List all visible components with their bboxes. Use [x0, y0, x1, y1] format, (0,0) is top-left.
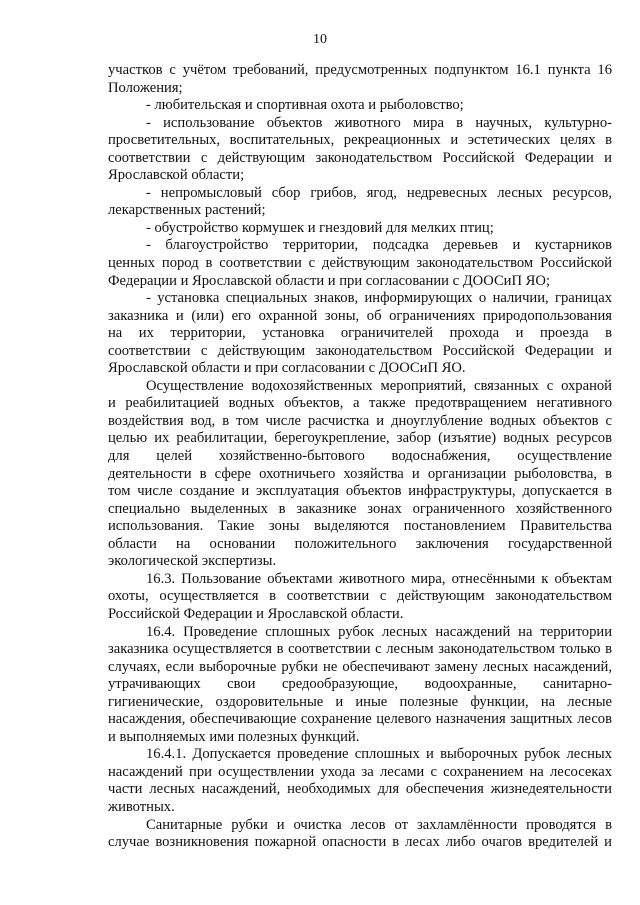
text-line: лекарственных растений; — [108, 202, 266, 219]
text-line: Российской Федерации и Ярославской области. — [108, 605, 404, 622]
text-line: - непромысловый сбор грибов, ягод, недревесных лесных ресурсов, — [146, 184, 612, 201]
text-line: просветительных, воспитательных, рекреационных и эстетических целях в — [108, 132, 612, 149]
text-line: заказника и (или) его охранной зоны, об ограничениях природопользования — [108, 307, 612, 324]
text-line: целью их реабилитации, берегоукрепление, забор (изъятие) водных ресурсов — [108, 430, 612, 447]
text-line: для целей хозяйственно-бытового водоснабжения, осуществление — [108, 448, 612, 465]
text-line: насаждений при осуществлении ухода за лесами с сохранением на лесосеках — [108, 763, 612, 780]
text-line: 16.3. Пользование объектами животного мира, отнесёнными к объектам — [146, 570, 612, 587]
text-line: Федерации и Ярославской области и при согласовании с ДООСиП ЯО; — [108, 272, 551, 289]
text-line: экологической экспертизы. — [108, 553, 277, 570]
text-line: заказника осуществляется в соответствии с лесным законодательством только в — [108, 641, 612, 658]
text-line: части лесных насаждений, необходимых для обеспечения жизнедеятельности — [108, 781, 612, 798]
text-line: - установка специальных знаков, информирующих о наличии, границах — [146, 290, 612, 307]
text-line: случаях, если выборочные рубки не обеспечивают замену лесных насаждений, — [108, 658, 612, 675]
text-line: и реабилитацией водных объектов, а также предотвращением негативного — [108, 395, 612, 412]
document-body — [108, 62, 612, 852]
text-line: том числе создание и эксплуатация объектов инфраструктуры, допускается в — [108, 483, 612, 500]
text-line: ценных пород в соответствии с действующим законодательством Российской — [108, 255, 612, 272]
text-line: охоты, осуществляется в соответствии с действующим законодательством — [108, 588, 612, 605]
text-line: Осуществление водохозяйственных мероприятий, связанных с охраной — [146, 377, 612, 394]
text-line: области на основании положительного заключения государственной — [108, 535, 612, 552]
text-line: - любительская и спортивная охота и рыболовство; — [146, 97, 464, 114]
text-line: - обустройство кормушек и гнездовий для мелких птиц; — [146, 219, 494, 236]
text-line: специально выделенных в заказнике зонах ограниченного хозяйственного — [108, 500, 612, 517]
text-line: случае возникновения пожарной опасности в лесах либо очагов вредителей и — [108, 834, 612, 851]
text-line: - использование объектов животного мира в научных, культурно- — [146, 114, 612, 131]
text-line: 16.4. Проведение сплошных рубок лесных насаждений на территории — [146, 623, 612, 640]
text-line: 16.4.1. Допускается проведение сплошных и выборочных рубок лесных — [146, 746, 612, 763]
text-line: соответствии с действующим законодательством Российской Федерации и — [108, 342, 612, 359]
text-line: и выполняемых ими полезных функций. — [108, 728, 360, 745]
text-line: Ярославской области; — [108, 167, 245, 184]
text-line: соответствии с действующим законодательством Российской Федерации и — [108, 149, 612, 166]
text-line: деятельности в сфере охотничьего хозяйства и организации рыболовства, в — [108, 465, 612, 482]
text-line: - благоустройство территории, подсадка деревьев и кустарников — [146, 237, 612, 254]
text-line: Положения; — [108, 79, 183, 96]
page-number: 10 — [313, 32, 327, 47]
text-line: Ярославской области и при согласовании с ДООСиП ЯО. — [108, 360, 466, 377]
text-line: насаждения, обеспечивающие сохранение целевого назначения защитных лесов — [108, 711, 612, 728]
text-line: утрачивающих свои средообразующие, водоохранные, санитарно- — [108, 676, 612, 693]
text-line: животных. — [108, 798, 175, 815]
text-line: использования. Такие зоны выделяются постановлением Правительства — [108, 518, 612, 535]
text-line: участков с учётом требований, предусмотренных подпунктом 16.1 пункта 16 — [108, 62, 612, 78]
text-line: Санитарные рубки и очистка лесов от захламлённости проводятся в — [146, 816, 612, 833]
text-line: воздействия вод, в том числе расчистка и дноуглубление водных объектов с — [108, 412, 612, 429]
text-line: на их территории, установка ограничителей прохода и проезда в — [108, 325, 612, 342]
text-line: гигиенические, оздоровительные и иные полезные функции, на лесные — [108, 693, 612, 710]
